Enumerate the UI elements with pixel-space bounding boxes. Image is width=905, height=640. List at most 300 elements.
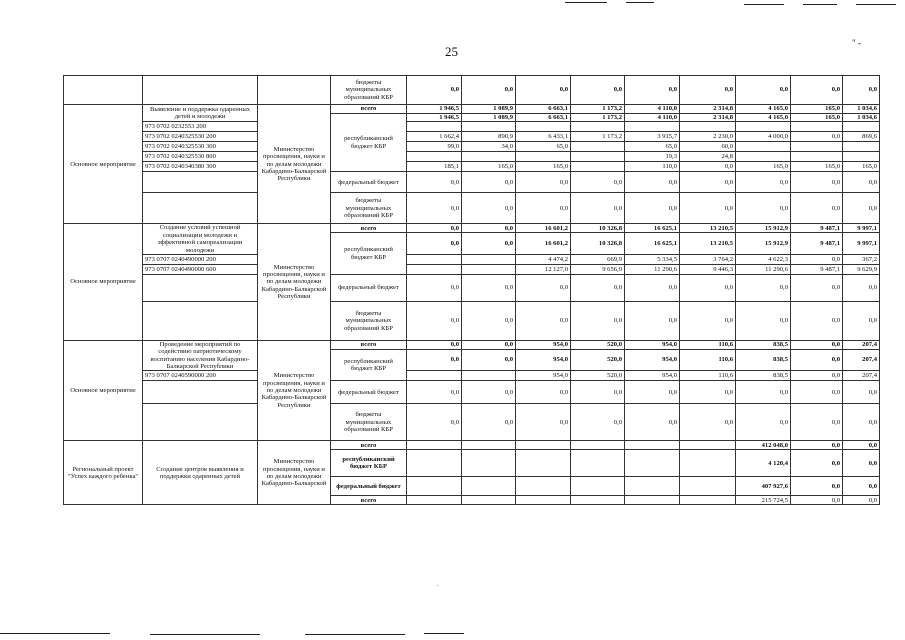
value-cell: 0,0 [843, 381, 880, 404]
value-cell: 6 663,1 [516, 114, 571, 122]
value-cell: 9 997,1 [843, 224, 880, 233]
value-cell: 954,0 [516, 349, 571, 371]
value-cell: 9 487,1 [791, 224, 843, 233]
value-cell [571, 477, 625, 496]
bottom-rule [305, 634, 405, 635]
value-cell: 0,0 [736, 274, 791, 301]
level-cell: Основное мероприятие [64, 105, 143, 224]
value-cell [462, 477, 516, 496]
value-cell: 2 314,8 [680, 114, 736, 122]
value-cell: 10 326,8 [571, 224, 625, 233]
value-cell [516, 496, 571, 505]
value-cell: 0,0 [843, 274, 880, 301]
value-cell [680, 477, 736, 496]
value-cell: 2 230,0 [680, 132, 736, 142]
value-cell [736, 142, 791, 152]
value-cell: 0,0 [462, 172, 516, 193]
value-cell [407, 477, 462, 496]
value-cell [625, 450, 680, 477]
value-cell: 0,0 [680, 301, 736, 340]
level-cell: Основное мероприятие [64, 340, 143, 441]
value-cell [571, 441, 625, 450]
value-cell: 185,1 [407, 162, 462, 172]
level-cell [64, 76, 143, 105]
value-cell: 0,0 [680, 193, 736, 224]
level-cell: Основное мероприятие [64, 224, 143, 341]
value-cell [462, 254, 516, 264]
value-cell: 9 629,9 [843, 264, 880, 274]
value-cell: 0,0 [791, 496, 843, 505]
value-cell: 0,0 [516, 193, 571, 224]
table-row [64, 254, 880, 264]
value-cell [516, 450, 571, 477]
value-cell: 0,0 [407, 381, 462, 404]
value-cell: 110,6 [680, 349, 736, 371]
value-cell [407, 450, 462, 477]
value-cell [571, 122, 625, 132]
value-cell: 65,0 [625, 142, 680, 152]
value-cell: 669,9 [571, 254, 625, 264]
value-cell [625, 441, 680, 450]
value-cell: 110,0 [625, 162, 680, 172]
value-cell: 954,0 [625, 349, 680, 371]
value-cell: 11 290,6 [625, 264, 680, 274]
value-cell: 0,0 [736, 404, 791, 441]
value-cell [625, 122, 680, 132]
value-cell: 16 625,1 [625, 224, 680, 233]
table-row [64, 381, 880, 404]
value-cell [571, 496, 625, 505]
table-row [64, 162, 880, 172]
top-rule [803, 4, 837, 5]
executor-cell: Министерство просвещения, науки и по делам молодежи Кабардино-Балкарской Республики [258, 105, 331, 224]
top-rule [856, 4, 896, 5]
value-cell: 0,0 [625, 381, 680, 404]
value-cell: 0,0 [791, 450, 843, 477]
value-cell: 0,0 [791, 477, 843, 496]
name-cell [143, 76, 258, 105]
source-label: федеральный бюджет [331, 274, 407, 301]
table-row [64, 274, 880, 301]
value-cell: 1 173,2 [571, 114, 625, 122]
source-label: всего [331, 105, 407, 114]
name-cell [143, 404, 258, 441]
value-cell: 0,0 [791, 193, 843, 224]
value-cell [680, 122, 736, 132]
value-cell: 9 656,9 [571, 264, 625, 274]
value-cell: 6 433,1 [516, 132, 571, 142]
value-cell: 0,0 [680, 172, 736, 193]
value-cell: 412 048,0 [736, 441, 791, 450]
bottom-rule [424, 633, 464, 634]
table-row [64, 404, 880, 441]
source-label: республиканский бюджет КБР [331, 233, 407, 275]
value-cell [462, 122, 516, 132]
value-cell: 0,0 [462, 381, 516, 404]
value-cell [516, 122, 571, 132]
value-cell: 0,0 [680, 381, 736, 404]
value-cell: 0,0 [571, 274, 625, 301]
level-cell: Региональный проект "Успех каждого ребенка" [64, 441, 143, 505]
value-cell: 1 034,6 [843, 114, 880, 122]
value-cell: 13 210,5 [680, 224, 736, 233]
value-cell: 954,0 [625, 371, 680, 381]
value-cell: 1 089,9 [462, 105, 516, 114]
value-cell: 520,0 [571, 340, 625, 349]
value-cell: 0,0 [462, 193, 516, 224]
value-cell: 4 622,3 [736, 254, 791, 264]
value-cell [843, 152, 880, 162]
name-cell [143, 381, 258, 404]
value-cell: 60,0 [680, 142, 736, 152]
source-label: всего [331, 496, 407, 505]
scan-dot: . [437, 582, 439, 588]
table-row [64, 142, 880, 152]
value-cell: 0,0 [407, 76, 462, 105]
value-cell: 9 997,1 [843, 233, 880, 255]
value-cell: 2 314,8 [680, 105, 736, 114]
value-cell: 4 474,2 [516, 254, 571, 264]
value-cell: 1 173,2 [571, 105, 625, 114]
value-cell: 0,0 [625, 274, 680, 301]
value-cell: 9 487,1 [791, 264, 843, 274]
top-rule [626, 2, 654, 3]
value-cell: 0,0 [462, 233, 516, 255]
value-cell: 0,0 [571, 76, 625, 105]
name-cell: Проведение мероприятий по содействию патриотическому воспитанию населения Кабардино-Балкарской Республики [143, 340, 258, 371]
value-cell: 0,0 [407, 404, 462, 441]
value-cell: 16 601,2 [516, 233, 571, 255]
value-cell: 838,5 [736, 371, 791, 381]
value-cell: 869,6 [843, 132, 880, 142]
value-cell [407, 254, 462, 264]
value-cell: 0,0 [791, 349, 843, 371]
budget-code: 973 0702 0232553 200 [143, 122, 258, 132]
value-cell: 0,0 [736, 76, 791, 105]
value-cell: 10 326,8 [571, 233, 625, 255]
budget-code: 973 0702 0240325530 800 [143, 152, 258, 162]
value-cell: 0,0 [680, 274, 736, 301]
source-label: федеральный бюджет [331, 381, 407, 404]
budget-code: 973 0702 0240340380 300 [143, 162, 258, 172]
value-cell: 1 946,5 [407, 105, 462, 114]
value-cell: 4 165,0 [736, 114, 791, 122]
value-cell: 0,0 [625, 76, 680, 105]
value-cell: 0,0 [462, 404, 516, 441]
value-cell: 520,0 [571, 371, 625, 381]
value-cell: 0,0 [843, 450, 880, 477]
source-label: всего [331, 340, 407, 349]
value-cell: 207,4 [843, 340, 880, 349]
value-cell: 954,0 [516, 340, 571, 349]
value-cell: 838,5 [736, 349, 791, 371]
value-cell: 890,9 [462, 132, 516, 142]
value-cell [462, 441, 516, 450]
value-cell: 99,0 [407, 142, 462, 152]
value-cell: 9 487,1 [791, 233, 843, 255]
value-cell [571, 162, 625, 172]
value-cell: 0,0 [843, 193, 880, 224]
name-cell: Создание условий успешной социализации молодежи и эффективной самореализации молодежи [143, 224, 258, 255]
source-label: всего [331, 224, 407, 233]
name-cell: Создание центров выявления и поддержки одаренных детей [143, 441, 258, 505]
value-cell: 0,0 [462, 274, 516, 301]
name-cell [143, 274, 258, 301]
executor-cell [258, 76, 331, 105]
value-cell [791, 142, 843, 152]
value-cell: 1 662,4 [407, 132, 462, 142]
value-cell: 15 912,9 [736, 233, 791, 255]
value-cell: 367,2 [843, 254, 880, 264]
budget-table [63, 75, 880, 505]
value-cell: 0,0 [843, 301, 880, 340]
value-cell [791, 152, 843, 162]
value-cell: 165,0 [791, 162, 843, 172]
table-row [64, 193, 880, 224]
value-cell: 0,0 [843, 496, 880, 505]
value-cell: 0,0 [407, 340, 462, 349]
value-cell [736, 152, 791, 162]
value-cell [407, 441, 462, 450]
value-cell: 207,4 [843, 371, 880, 381]
value-cell [625, 477, 680, 496]
value-cell: 6 663,1 [516, 105, 571, 114]
budget-code: 973 0702 0240325530 200 [143, 132, 258, 142]
value-cell: 0,0 [843, 172, 880, 193]
table-row [64, 76, 880, 105]
value-cell: 0,0 [791, 254, 843, 264]
table-row [64, 224, 880, 233]
value-cell: 4 110,0 [625, 114, 680, 122]
source-label: федеральный бюджет [331, 172, 407, 193]
value-cell: 65,0 [516, 142, 571, 152]
value-cell: 0,0 [736, 193, 791, 224]
value-cell: 0,0 [791, 404, 843, 441]
value-cell: 0,0 [516, 404, 571, 441]
value-cell: 0,0 [571, 404, 625, 441]
budget-code: 973 0702 0240325530 300 [143, 142, 258, 152]
value-cell: 0,0 [791, 172, 843, 193]
value-cell: 0,0 [462, 301, 516, 340]
value-cell: 0,0 [625, 404, 680, 441]
value-cell: 0,0 [516, 76, 571, 105]
value-cell: 954,0 [625, 340, 680, 349]
name-cell [143, 172, 258, 193]
value-cell: 1 089,9 [462, 114, 516, 122]
value-cell [680, 450, 736, 477]
value-cell: 1 173,2 [571, 132, 625, 142]
table-body [64, 76, 880, 505]
budget-code: 973 0707 0240490000 600 [143, 264, 258, 274]
bottom-rule [0, 633, 110, 634]
source-label: республиканский бюджет КБР [331, 450, 407, 477]
value-cell: 520,0 [571, 349, 625, 371]
value-cell: 0,0 [407, 274, 462, 301]
value-cell: 165,0 [462, 162, 516, 172]
value-cell: 0,0 [407, 301, 462, 340]
value-cell: 0,0 [843, 76, 880, 105]
value-cell [791, 122, 843, 132]
value-cell: 165,0 [736, 162, 791, 172]
value-cell: 0,0 [462, 349, 516, 371]
table-row [64, 340, 880, 349]
value-cell: 4 000,0 [736, 132, 791, 142]
table-row [64, 152, 880, 162]
value-cell [625, 496, 680, 505]
value-cell: 0,0 [843, 404, 880, 441]
value-cell: 0,0 [407, 224, 462, 233]
source-label: федеральный бюджет [331, 477, 407, 496]
value-cell [571, 142, 625, 152]
value-cell: 0,0 [407, 172, 462, 193]
value-cell [680, 496, 736, 505]
value-cell: 0,0 [571, 172, 625, 193]
value-cell: 3 764,2 [680, 254, 736, 264]
value-cell: 165,0 [843, 162, 880, 172]
executor-cell: Министерство просвещения, науки и по делам молодежи Кабардино-Балкарской [258, 441, 331, 505]
value-cell: 0,0 [791, 274, 843, 301]
value-cell: 0,0 [407, 193, 462, 224]
value-cell: 0,0 [516, 301, 571, 340]
bottom-rule [150, 634, 260, 635]
source-label: всего [331, 441, 407, 450]
value-cell: 5 334,5 [625, 254, 680, 264]
budget-code: 973 0707 0240490000 200 [143, 254, 258, 264]
value-cell [516, 477, 571, 496]
top-rule [565, 2, 607, 3]
value-cell [736, 122, 791, 132]
value-cell: 0,0 [407, 349, 462, 371]
value-cell: 13 210,5 [680, 233, 736, 255]
value-cell: 0,0 [791, 381, 843, 404]
table-row [64, 172, 880, 193]
value-cell: 215 724,5 [736, 496, 791, 505]
value-cell [680, 441, 736, 450]
name-cell: Выявление и поддержка одаренных детей и молодежи [143, 105, 258, 122]
value-cell [462, 371, 516, 381]
value-cell: 4 110,0 [625, 105, 680, 114]
value-cell: 954,0 [516, 371, 571, 381]
page-number: 25 [445, 44, 458, 59]
value-cell [407, 496, 462, 505]
value-cell: 0,0 [516, 381, 571, 404]
value-cell [843, 142, 880, 152]
name-cell [143, 193, 258, 224]
value-cell: 19,3 [625, 152, 680, 162]
value-cell: 0,0 [462, 224, 516, 233]
value-cell: 0,0 [462, 76, 516, 105]
value-cell: 0,0 [516, 172, 571, 193]
table-row [64, 371, 880, 381]
value-cell: 0,0 [407, 233, 462, 255]
value-cell: 11 290,6 [736, 264, 791, 274]
value-cell: 0,0 [791, 371, 843, 381]
value-cell: 0,0 [791, 441, 843, 450]
value-cell: 0,0 [571, 301, 625, 340]
source-label: бюджеты муниципальных образований КБР [331, 404, 407, 441]
value-cell [516, 441, 571, 450]
value-cell: 0,0 [843, 441, 880, 450]
value-cell: 407 927,6 [736, 477, 791, 496]
value-cell: 838,5 [736, 340, 791, 349]
table-row [64, 441, 880, 450]
value-cell: 0,0 [791, 340, 843, 349]
value-cell: 110,6 [680, 340, 736, 349]
value-cell: 0,0 [736, 381, 791, 404]
source-label: республиканский бюджет КБР [331, 114, 407, 172]
table-row [64, 264, 880, 274]
value-cell [462, 264, 516, 274]
value-cell [407, 122, 462, 132]
value-cell: 0,0 [680, 76, 736, 105]
value-cell: 3 915,7 [625, 132, 680, 142]
value-cell: 0,0 [791, 301, 843, 340]
value-cell [407, 152, 462, 162]
table-row [64, 301, 880, 340]
value-cell: 16 601,2 [516, 224, 571, 233]
value-cell: 0,0 [791, 132, 843, 142]
value-cell: 0,0 [680, 404, 736, 441]
value-cell: 165,0 [791, 114, 843, 122]
value-cell [571, 152, 625, 162]
value-cell: 9 446,3 [680, 264, 736, 274]
value-cell: 0,0 [736, 172, 791, 193]
table-row [64, 105, 880, 114]
value-cell [843, 122, 880, 132]
value-cell [462, 496, 516, 505]
table-row [64, 122, 880, 132]
value-cell: 0,0 [516, 274, 571, 301]
value-cell: 4 165,0 [736, 105, 791, 114]
value-cell: 0,0 [462, 340, 516, 349]
value-cell: 34,0 [462, 142, 516, 152]
value-cell: 1 034,6 [843, 105, 880, 114]
value-cell: 16 625,1 [625, 233, 680, 255]
value-cell: 15 912,9 [736, 224, 791, 233]
top-rule [744, 4, 784, 5]
executor-cell: Министерство просвещения, науки и по делам молодежи Кабардино-Балкарской Республики [258, 340, 331, 441]
value-cell [462, 152, 516, 162]
value-cell: 0,0 [736, 301, 791, 340]
source-label: республиканский бюджет КБР [331, 349, 407, 381]
value-cell: 24,8 [680, 152, 736, 162]
value-cell: 0,0 [843, 477, 880, 496]
value-cell: 165,0 [516, 162, 571, 172]
table-row [64, 132, 880, 142]
value-cell: 0,0 [571, 381, 625, 404]
executor-cell: Министерство просвещения, науки и по делам молодежи Кабардино-Балкарской Республики [258, 224, 331, 341]
value-cell [407, 371, 462, 381]
name-cell [143, 301, 258, 340]
value-cell: 12 127,0 [516, 264, 571, 274]
source-label: бюджеты муниципальных образований КБР [331, 76, 407, 105]
value-cell [571, 450, 625, 477]
value-cell: 0,0 [625, 172, 680, 193]
value-cell [462, 450, 516, 477]
source-label: бюджеты муниципальных образований КБР [331, 193, 407, 224]
value-cell: 0,0 [571, 193, 625, 224]
value-cell [407, 264, 462, 274]
header-marks: " - [852, 38, 861, 48]
value-cell: 0,0 [791, 76, 843, 105]
value-cell: 165,0 [791, 105, 843, 114]
value-cell: 0,0 [625, 301, 680, 340]
value-cell: 0,0 [680, 162, 736, 172]
source-label: бюджеты муниципальных образований КБР [331, 301, 407, 340]
value-cell: 0,0 [625, 193, 680, 224]
value-cell: 4 120,4 [736, 450, 791, 477]
value-cell: 110,6 [680, 371, 736, 381]
